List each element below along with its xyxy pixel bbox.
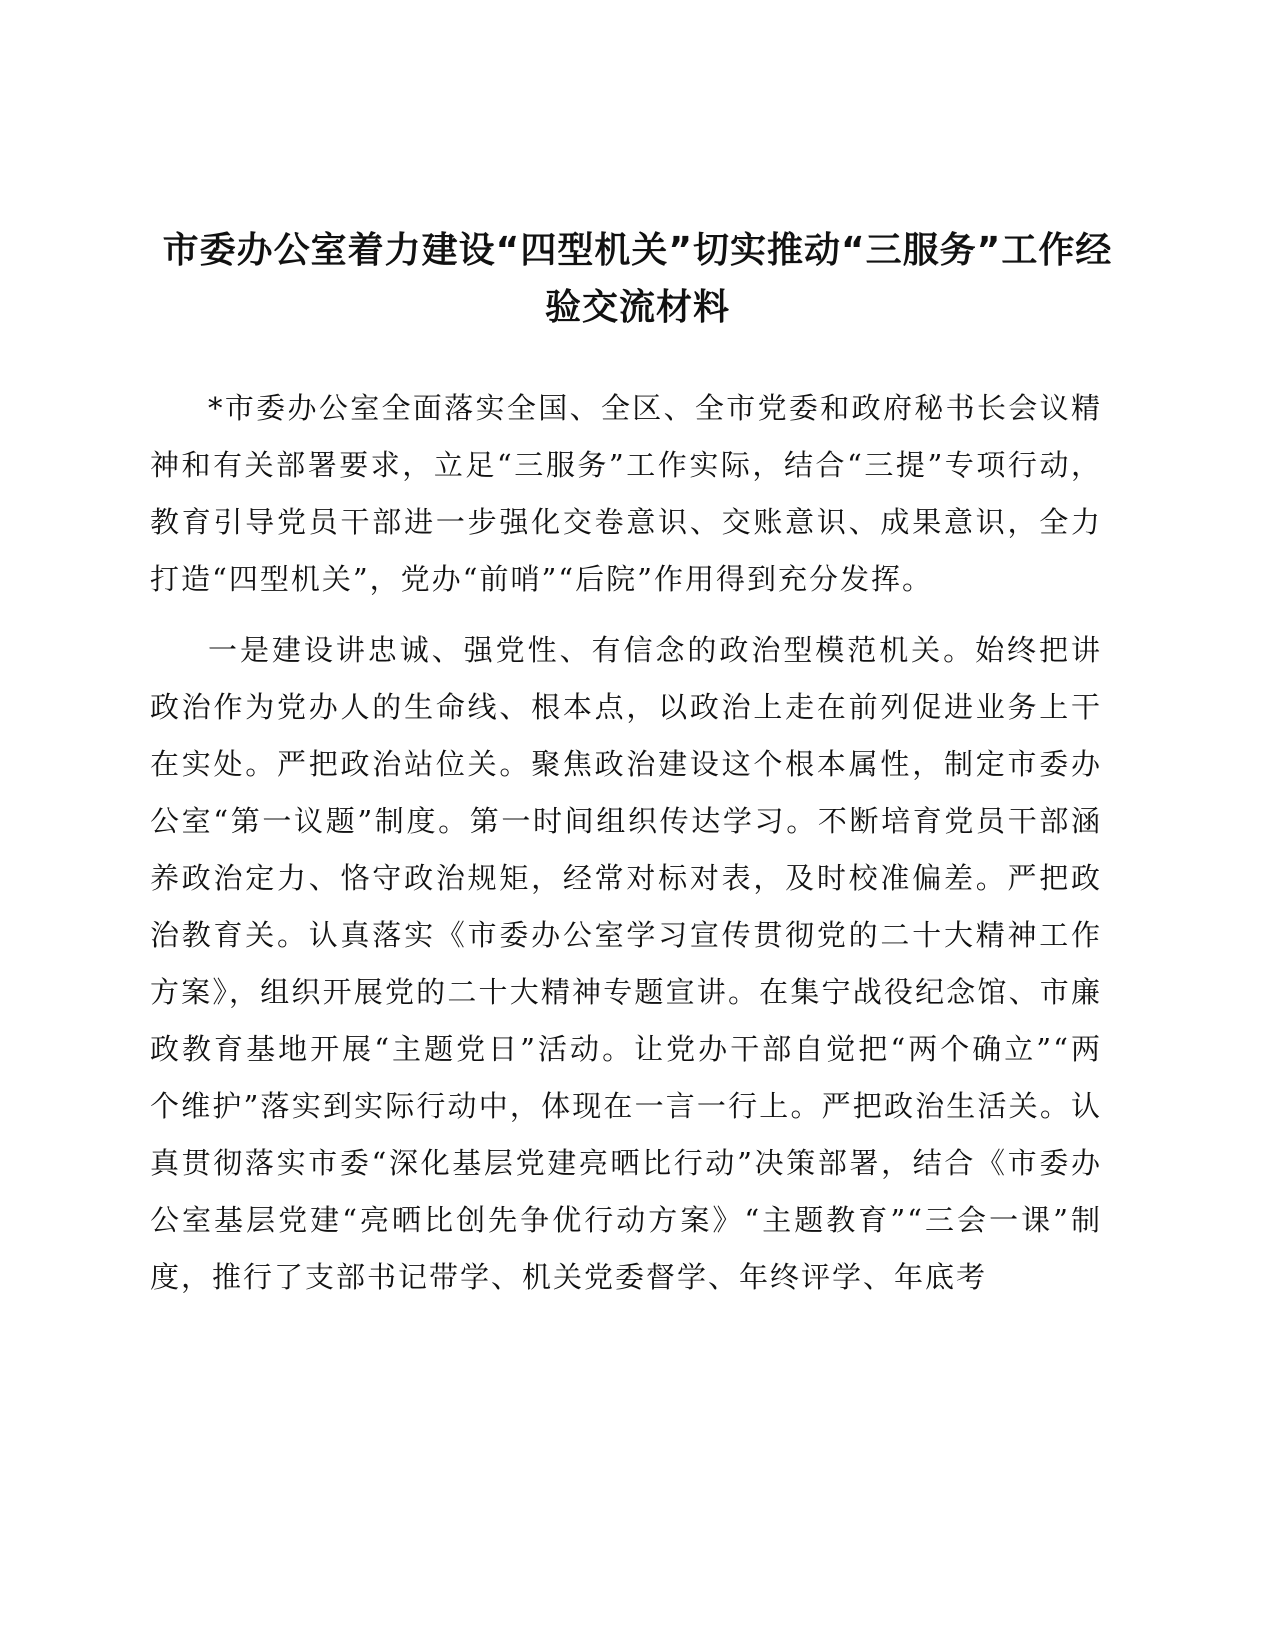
document-body xyxy=(150,380,1102,1306)
document-title: 市委办公室着力建设“四型机关”切实推动“三服务”工作经验交流材料 xyxy=(162,230,1113,328)
body-paragraph-political-organ: 一是建设讲忠诚、强党性、有信念的政治型模范机关。始终把讲政治作为党办人的生命线、根本点，以政治上走在前列促进业务上干在实处。严把政治站位关。聚焦政治建设这个根本属性，制定市委办公室“第一议题”制度。第一时间组织传达学习。不断培育党员干部涵养政治定力、恪守政治规矩，经常对标对表，及时校准偏差。严把政治教育关。认真落实《市委办公室学习宣传贯彻党的二十大精神工作方案》，组织开展党的二十大精神专题宣讲。在集宁战役纪念馆、市廉政教育基地开展“主题党日”活动。让党办干部自觉把“两个确立”“两个维护”落实到实际行动中，体现在一言一行上。严把政治生活关。认真贯彻落实市委“深化基层党建亮晒比行动”决策部署，结合《市委办公室基层党建“亮晒比创先争优行动方案》“主题教育”“三会一课”制度，推行了支部书记带学、机关党委督学、年终评学、年底考 xyxy=(150,633,1102,1294)
body-paragraph-intro: *市委办公室全面落实全国、全区、全市党委和政府秘书长会议精神和有关部署要求，立足“三服务”工作实际，结合“三提”专项行动，教育引导党员干部进一步强化交卷意识、交账意识、成果意识，全力打造“四型机关”，党办“前哨”“后院”作用得到充分发挥。 xyxy=(150,391,1102,596)
